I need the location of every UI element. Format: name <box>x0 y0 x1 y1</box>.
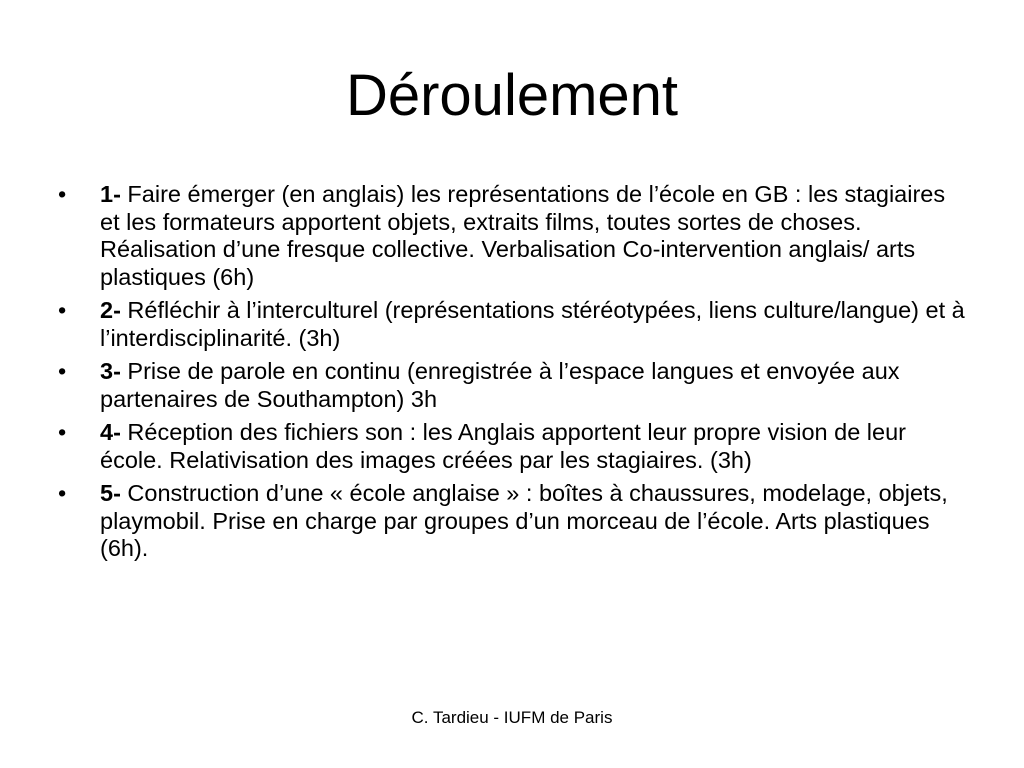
bullet-item-4 <box>56 419 966 474</box>
slide-footer: C. Tardieu - IUFM de Paris <box>411 708 613 727</box>
bullet-text: Réception des fichiers son : les Anglais apportent leur propre vision de leur école. Relativisation des images créées par les stagiaires. (3h) <box>100 419 906 473</box>
bullet-number: 3- <box>100 358 121 384</box>
bullet-dot-icon: • <box>58 297 67 323</box>
bullet-item-2 <box>56 297 966 352</box>
bullet-text: Réfléchir à l’interculturel (représentations stéréotypées, liens culture/langue) et à l’interdisciplinarité. (3h) <box>100 297 965 351</box>
bullet-number: 4- <box>100 419 121 445</box>
bullet-dot-icon: • <box>58 419 67 445</box>
bullet-item-1 <box>56 181 966 291</box>
bullet-dot-icon: • <box>58 480 67 506</box>
bullet-text: Prise de parole en continu (enregistrée à l’espace langues et envoyée aux partenaires de Southampton) 3h <box>100 358 900 412</box>
bullet-number: 1- <box>100 181 121 207</box>
bullet-item-5 <box>56 480 966 563</box>
bullet-dot-icon: • <box>58 181 67 207</box>
bullet-number: 5- <box>100 480 121 506</box>
bullet-item-3 <box>56 358 966 413</box>
bullet-list <box>56 181 966 569</box>
slide-title: Déroulement <box>345 63 679 128</box>
bullet-text: Construction d’une « école anglaise » : boîtes à chaussures, modelage, objets, playmobil. Prise en charge par groupes d’un morceau de l’école. Arts plastiques (6h). <box>100 480 948 561</box>
bullet-dot-icon: • <box>58 358 67 384</box>
bullet-number: 2- <box>100 297 121 323</box>
bullet-text: Faire émerger (en anglais) les représentations de l’école en GB : les stagiaires et les formateurs apportent objets, extraits films, toutes sortes de choses. Réalisation d’une fresque collective. Verbalisation Co-intervention anglais/ arts plastiques (6h) <box>100 181 946 290</box>
